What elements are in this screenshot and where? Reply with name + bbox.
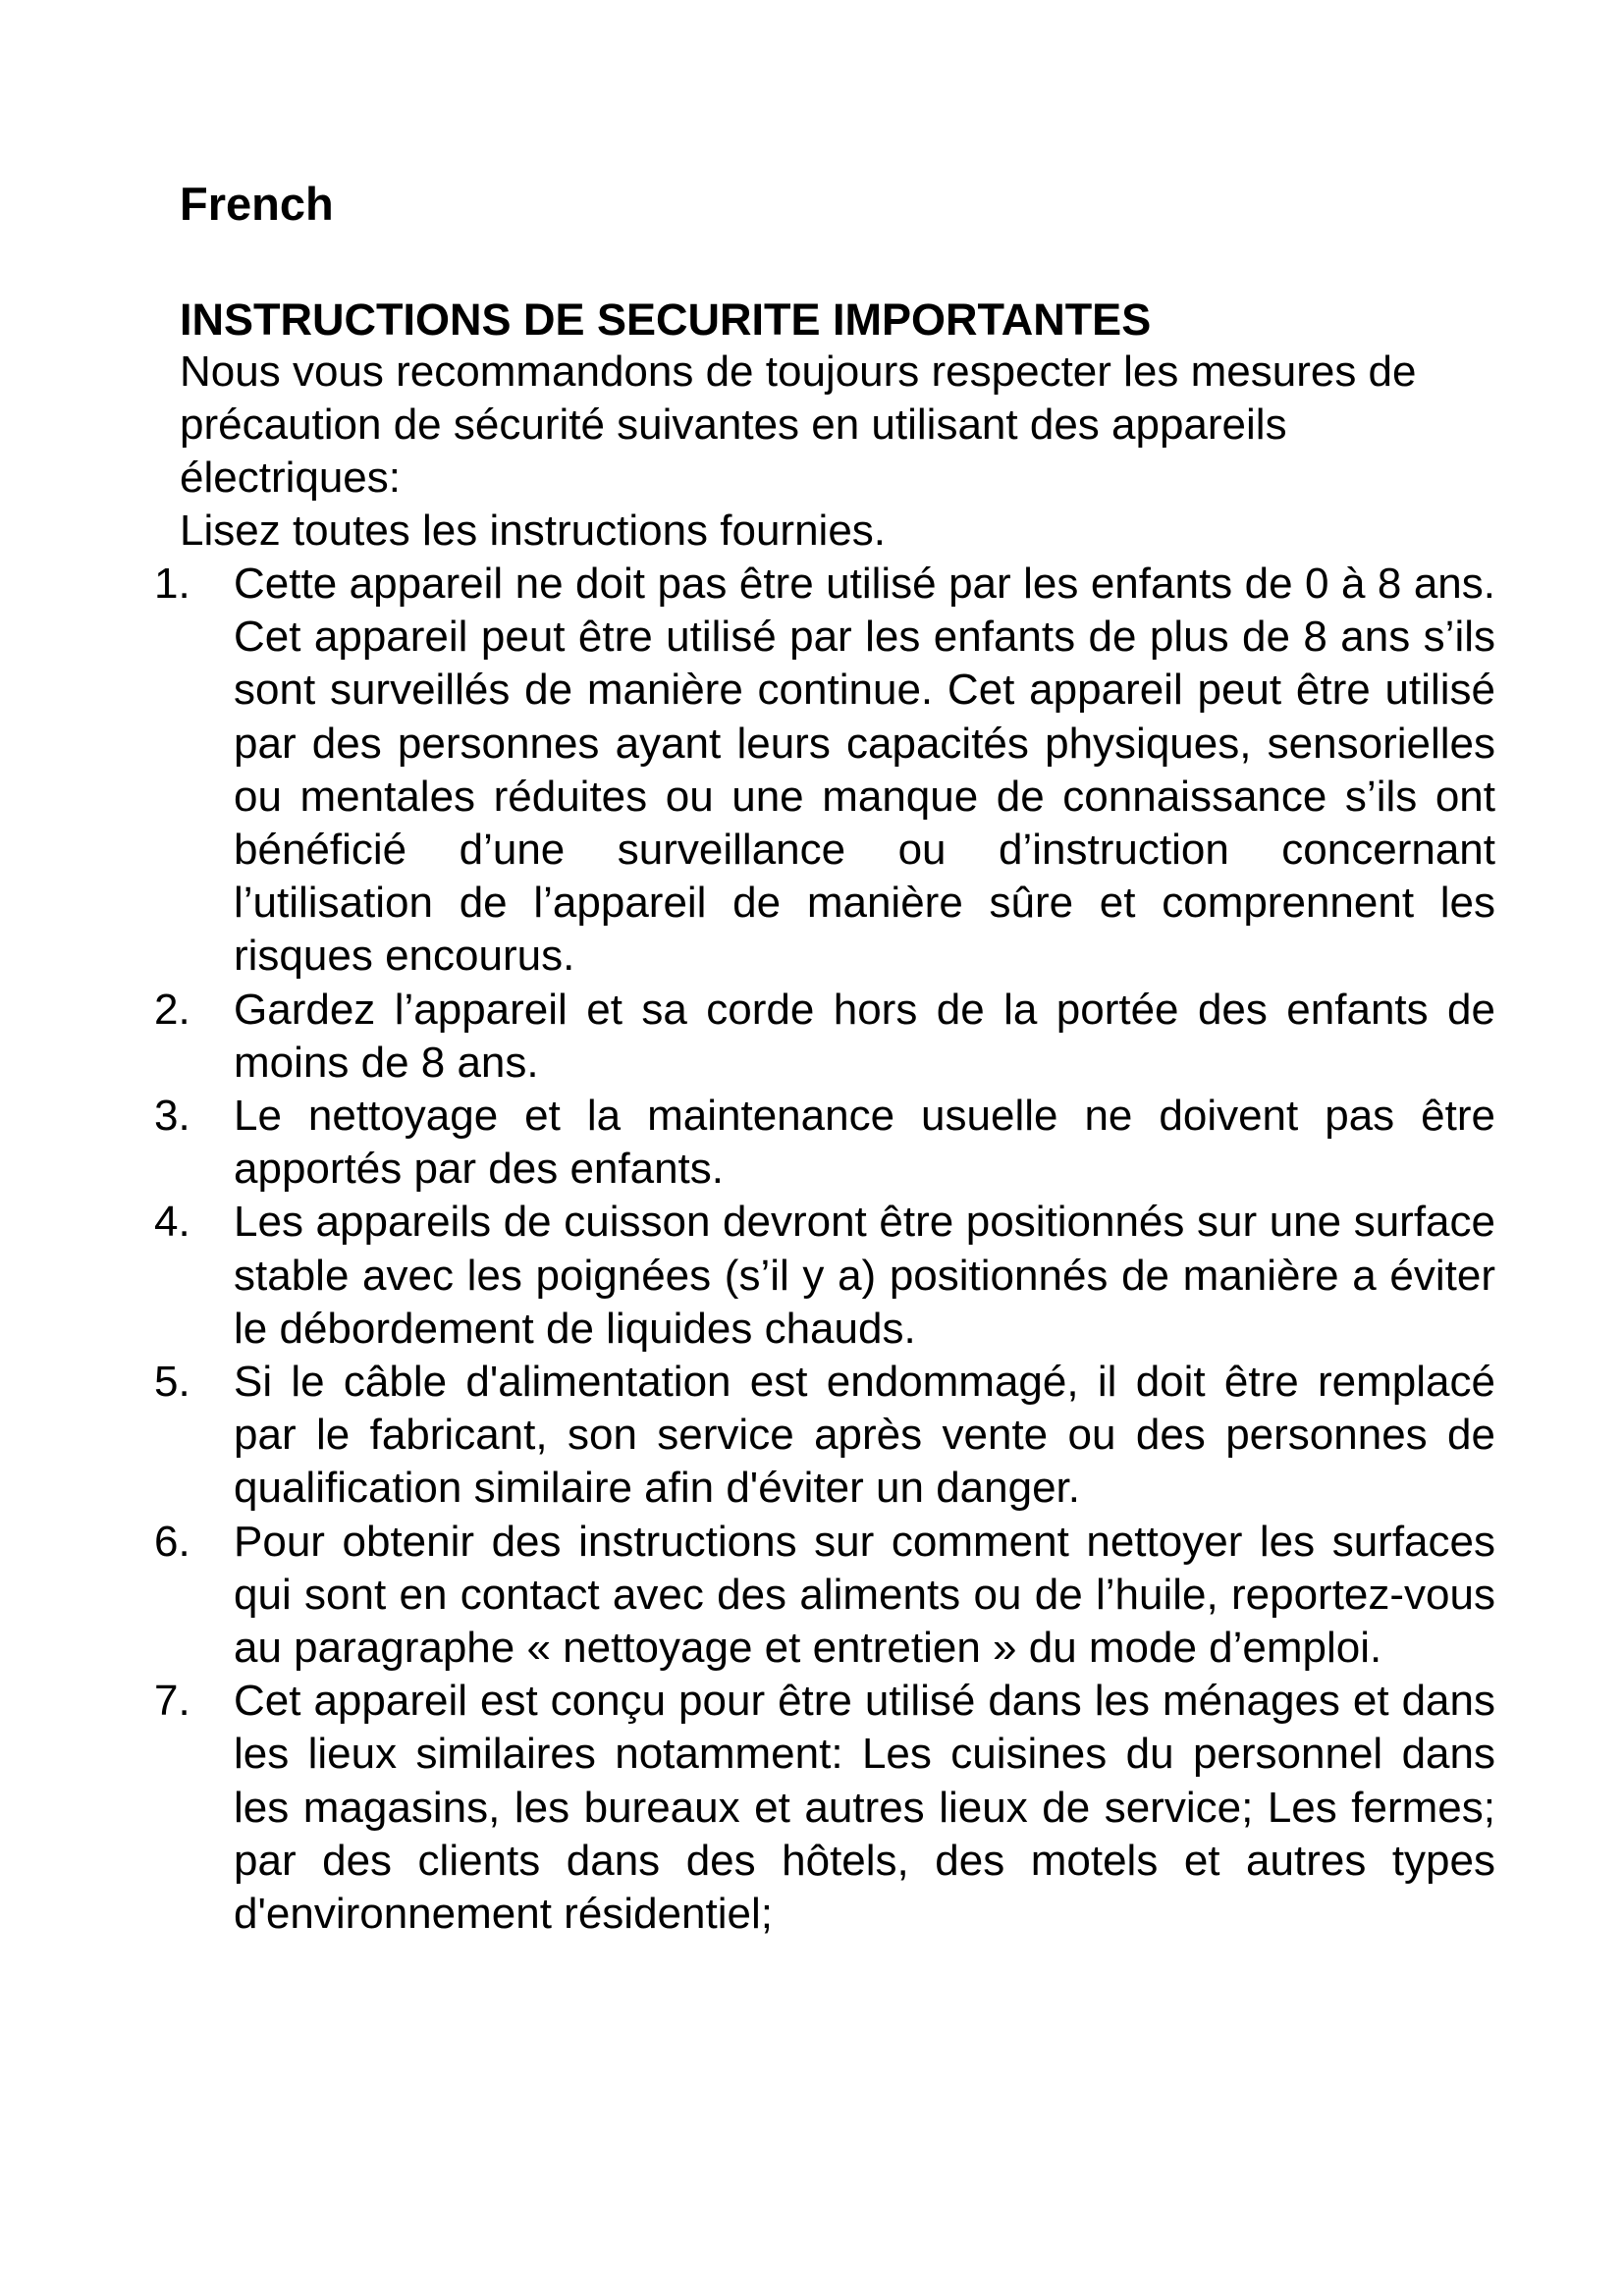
item-number: 3. bbox=[154, 1092, 190, 1141]
list-item bbox=[154, 558, 1495, 984]
item-text: Gardez l’appareil et sa corde hors de la portée des enfants de moins de 8 ans. bbox=[234, 985, 1495, 1087]
language-label: French bbox=[180, 178, 334, 230]
item-number: 6. bbox=[154, 1517, 190, 1566]
list-item bbox=[154, 984, 1495, 1090]
read-all-instructions: Lisez toutes les instructions fournies. bbox=[180, 507, 887, 555]
document-page bbox=[154, 177, 1495, 1941]
item-text: Si le câble d'alimentation est endommagé, il doit être remplacé par le fabricant, son service après vente ou des personnes de qualification similaire afin d'éviter un danger. bbox=[234, 1358, 1495, 1513]
item-text: Les appareils de cuisson devront être positionnés sur une surface stable avec les poignées (s’il y a) positionnés de manière a éviter le débordement de liquides chauds. bbox=[234, 1198, 1495, 1353]
item-text: Cette appareil ne doit pas être utilisé par les enfants de 0 à 8 ans. Cet appareil peut être utilisé par les enfants de plus de 8 ans s’ils sont surveillés de manière continue. Cet appareil peut être utilisé par des personnes ayant leurs capacités physiques, sensorielles ou mentales réduites ou une manque de connaissance s’ils ont bénéficié d’une surveillance ou d’instruction concernant l’utilisation de l’appareil de manière sûre et comprennent les risques encourus. bbox=[234, 560, 1495, 981]
list-item bbox=[154, 1516, 1495, 1676]
list-item bbox=[154, 1196, 1495, 1356]
safety-instructions-list bbox=[154, 558, 1495, 1941]
item-text: Le nettoyage et la maintenance usuelle ne doivent pas être apportés par des enfants. bbox=[234, 1092, 1495, 1194]
list-item bbox=[154, 1675, 1495, 1941]
item-number: 4. bbox=[154, 1198, 190, 1247]
intro-paragraph: Nous vous recommandons de toujours respecter les mesures de précaution de sécurité suivantes en utilisant des appareils électriques: bbox=[180, 347, 1417, 502]
safety-heading: INSTRUCTIONS DE SECURITE IMPORTANTES bbox=[180, 294, 1152, 345]
item-number: 7. bbox=[154, 1677, 190, 1726]
item-text: Pour obtenir des instructions sur comment nettoyer les surfaces qui sont en contact avec des aliments ou de l’huile, reportez-vous au paragraphe « nettoyage et entretien » du mode d’emploi. bbox=[234, 1517, 1495, 1673]
item-text: Cet appareil est conçu pour être utilisé dans les ménages et dans les lieux similaires notamment: Les cuisines du personnel dans les magasins, les bureaux et autres lieux de service; Les fermes; par des clients dans des hôtels, des motels et autres types d'environnement résidentiel; bbox=[234, 1677, 1495, 1939]
item-number: 2. bbox=[154, 985, 190, 1034]
list-item bbox=[154, 1090, 1495, 1196]
item-number: 1. bbox=[154, 560, 190, 608]
item-number: 5. bbox=[154, 1358, 190, 1407]
list-item bbox=[154, 1356, 1495, 1516]
